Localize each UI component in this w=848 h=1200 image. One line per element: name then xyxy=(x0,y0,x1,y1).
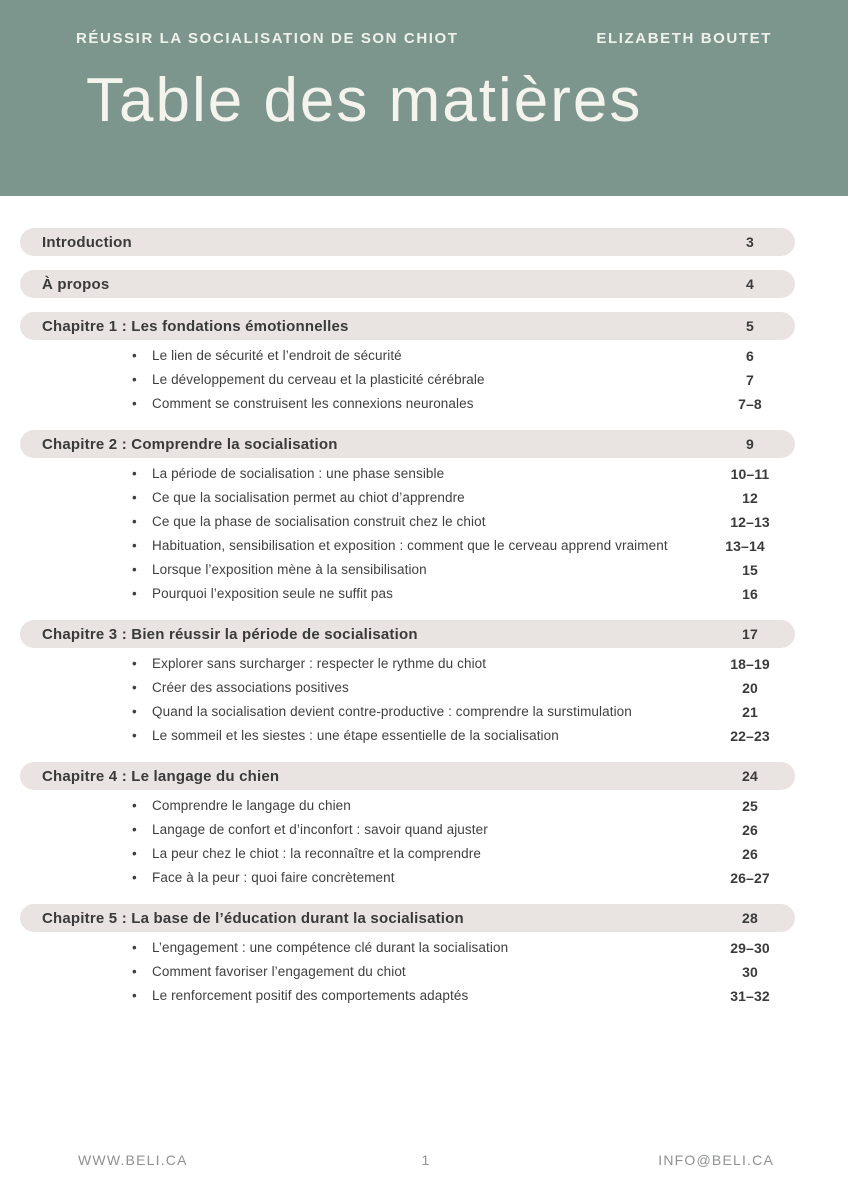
toc-item-list xyxy=(20,936,795,1008)
toc-item-page: 7–8 xyxy=(738,396,762,412)
toc-item-page: 30 xyxy=(742,964,758,980)
toc-chapter-row xyxy=(20,228,795,256)
toc-item xyxy=(132,936,795,960)
toc-chapter-row xyxy=(20,430,795,458)
toc-item xyxy=(132,866,795,890)
bullet-icon xyxy=(132,561,152,579)
toc-section-chapitre-4 xyxy=(20,762,795,890)
toc-item-label: Le lien de sécurité et l’endroit de sécurité xyxy=(152,348,402,363)
toc-item-page: 22–23 xyxy=(730,728,770,744)
toc-item xyxy=(132,344,795,368)
toc-item-label: Face à la peur : quoi faire concrètement xyxy=(152,870,395,885)
toc-item xyxy=(132,368,795,392)
header-top-row xyxy=(0,30,848,47)
toc-section-introduction xyxy=(20,228,795,256)
toc-chapter-row xyxy=(20,620,795,648)
toc-item-label: L’engagement : une compétence clé durant la socialisation xyxy=(152,940,509,955)
page-title: Table des matières xyxy=(86,66,643,135)
bullet-icon xyxy=(132,489,152,507)
table-of-contents xyxy=(20,228,795,1008)
toc-chapter-label: Chapitre 1 : Les fondations émotionnelles xyxy=(42,317,349,335)
toc-item-page: 12 xyxy=(742,490,758,506)
bullet-icon xyxy=(132,963,152,981)
toc-item-page: 29–30 xyxy=(730,940,770,956)
footer-page-number: 1 xyxy=(421,1152,431,1168)
toc-item-label: La peur chez le chiot : la reconnaître et la comprendre xyxy=(152,846,481,861)
toc-chapter-page: 9 xyxy=(746,436,754,452)
toc-chapter-label: Chapitre 4 : Le langage du chien xyxy=(42,767,280,785)
toc-item-label: Ce que la phase de socialisation construit chez le chiot xyxy=(152,514,486,529)
toc-item-page: 6 xyxy=(746,348,754,364)
toc-item-page: 20 xyxy=(742,680,758,696)
bullet-icon xyxy=(132,679,152,697)
toc-item xyxy=(132,392,795,416)
page-footer xyxy=(0,1152,848,1168)
toc-item-label: Habituation, sensibilisation et exposition : comment que le cerveau apprend vraiment xyxy=(152,538,668,553)
toc-item-list xyxy=(20,652,795,748)
toc-item-page: 15 xyxy=(742,562,758,578)
toc-item xyxy=(132,510,795,534)
toc-item-page: 10–11 xyxy=(730,466,770,482)
toc-section-a-propos xyxy=(20,270,795,298)
toc-item-label: Ce que la socialisation permet au chiot d’apprendre xyxy=(152,490,465,505)
toc-item-page: 7 xyxy=(746,372,754,388)
toc-item-label: Pourquoi l’exposition seule ne suffit pas xyxy=(152,586,394,601)
toc-item-page: 25 xyxy=(742,798,758,814)
toc-item-label: Quand la socialisation devient contre-productive : comprendre la surstimulation xyxy=(152,704,632,719)
toc-chapter-label: Chapitre 5 : La base de l’éducation durant la socialisation xyxy=(42,909,464,927)
toc-section-chapitre-5 xyxy=(20,904,795,1008)
toc-chapter-page: 17 xyxy=(742,626,758,642)
bullet-icon xyxy=(132,939,152,957)
bullet-icon xyxy=(132,703,152,721)
toc-chapter-row xyxy=(20,904,795,932)
toc-item xyxy=(132,558,795,582)
toc-item-page: 26 xyxy=(742,846,758,862)
toc-item-page: 26–27 xyxy=(730,870,770,886)
footer-website: WWW.BELI.CA xyxy=(78,1152,188,1168)
toc-item-page: 18–19 xyxy=(730,656,770,672)
bullet-icon xyxy=(132,371,152,389)
toc-item xyxy=(132,842,795,866)
toc-section-chapitre-1 xyxy=(20,312,795,416)
toc-item xyxy=(132,984,795,1008)
toc-chapter-page: 28 xyxy=(742,910,758,926)
toc-chapter-page: 3 xyxy=(746,234,754,250)
toc-item xyxy=(132,582,795,606)
bullet-icon xyxy=(132,513,152,531)
toc-item-label: Explorer sans surcharger : respecter le rythme du chiot xyxy=(152,656,487,671)
toc-item-label: Langage de confort et d’inconfort : savoir quand ajuster xyxy=(152,822,488,837)
book-title: RÉUSSIR LA SOCIALISATION DE SON CHIOT xyxy=(76,30,459,47)
author-name: ELIZABETH BOUTET xyxy=(596,30,772,47)
header-band xyxy=(0,0,848,196)
toc-item-label: Créer des associations positives xyxy=(152,680,349,695)
toc-item-label: Comment favoriser l’engagement du chiot xyxy=(152,964,406,979)
toc-item-label: Le renforcement positif des comportements adaptés xyxy=(152,988,469,1003)
bullet-icon xyxy=(132,655,152,673)
toc-item-label: Le sommeil et les siestes : une étape essentielle de la socialisation xyxy=(152,728,559,743)
toc-chapter-row xyxy=(20,762,795,790)
toc-chapter-label: Chapitre 2 : Comprendre la socialisation xyxy=(42,435,338,453)
toc-chapter-label: Introduction xyxy=(42,233,132,251)
toc-item xyxy=(132,534,795,558)
toc-item-list xyxy=(20,794,795,890)
toc-item-list xyxy=(20,344,795,416)
toc-item xyxy=(132,794,795,818)
toc-section-chapitre-2 xyxy=(20,430,795,606)
bullet-icon xyxy=(132,869,152,887)
bullet-icon xyxy=(132,727,152,745)
toc-item xyxy=(132,676,795,700)
bullet-icon xyxy=(132,465,152,483)
toc-chapter-label: À propos xyxy=(42,275,110,293)
bullet-icon xyxy=(132,845,152,863)
toc-chapter-row xyxy=(20,312,795,340)
bullet-icon xyxy=(132,987,152,1005)
toc-item-page: 26 xyxy=(742,822,758,838)
toc-chapter-page: 5 xyxy=(746,318,754,334)
toc-chapter-page: 4 xyxy=(746,276,754,292)
toc-item xyxy=(132,486,795,510)
toc-item-page: 21 xyxy=(742,704,758,720)
toc-item xyxy=(132,818,795,842)
toc-item-label: La période de socialisation : une phase sensible xyxy=(152,466,445,481)
toc-item xyxy=(132,652,795,676)
toc-item-label: Comment se construisent les connexions neuronales xyxy=(152,396,474,411)
toc-item-page: 13–14 xyxy=(725,538,765,554)
bullet-icon xyxy=(132,797,152,815)
bullet-icon xyxy=(132,821,152,839)
toc-item xyxy=(132,724,795,748)
toc-item-label: Comprendre le langage du chien xyxy=(152,798,351,813)
toc-item-page: 16 xyxy=(742,586,758,602)
toc-chapter-page: 24 xyxy=(742,768,758,784)
bullet-icon xyxy=(132,395,152,413)
toc-item-page: 12–13 xyxy=(730,514,770,530)
bullet-icon xyxy=(132,347,152,365)
toc-section-chapitre-3 xyxy=(20,620,795,748)
toc-chapter-row xyxy=(20,270,795,298)
footer-email: INFO@BELI.CA xyxy=(658,1152,774,1168)
toc-item-page: 31–32 xyxy=(730,988,770,1004)
toc-item-list xyxy=(20,462,795,606)
toc-chapter-label: Chapitre 3 : Bien réussir la période de socialisation xyxy=(42,625,418,643)
toc-item-label: Le développement du cerveau et la plasticité cérébrale xyxy=(152,372,485,387)
toc-item xyxy=(132,960,795,984)
toc-item xyxy=(132,700,795,724)
toc-item-label: Lorsque l’exposition mène à la sensibilisation xyxy=(152,562,427,577)
toc-item xyxy=(132,462,795,486)
bullet-icon xyxy=(132,537,152,555)
bullet-icon xyxy=(132,585,152,603)
